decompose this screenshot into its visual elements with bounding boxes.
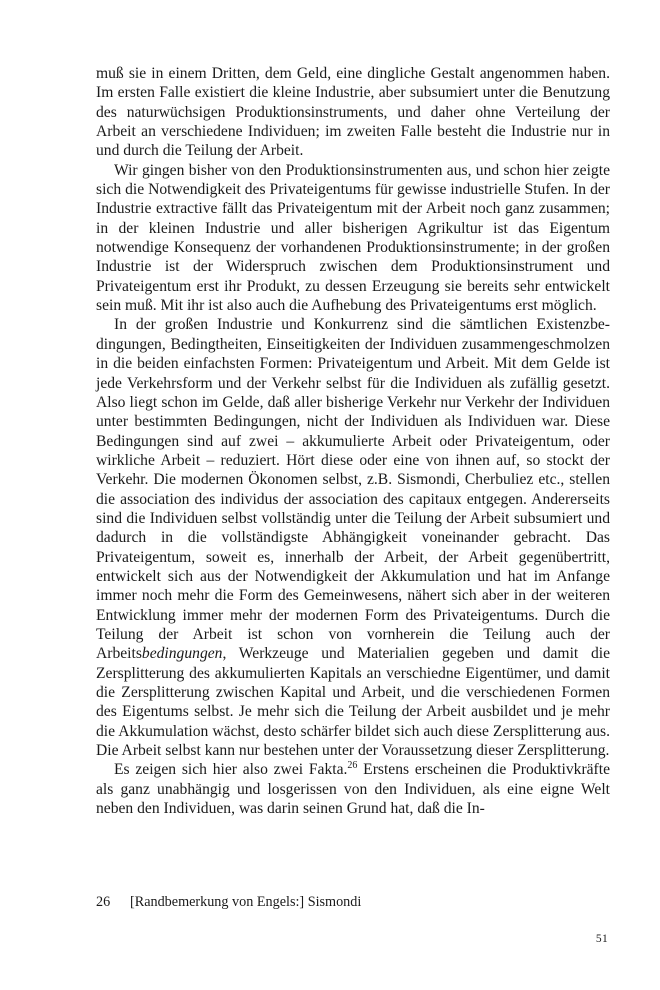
paragraph-2 bbox=[96, 161, 610, 316]
paragraph-1 bbox=[96, 64, 610, 161]
footnote-text: [Randbemerkung von Engels:] Sismondi bbox=[130, 894, 362, 910]
paragraph-4-text-after: Erstens erscheinen die Produktivkräfte als ganz unabhängig und losgerissen von den Individuen, als eine eigne Welt neben den Individuen, was darin seinen Grund hat, daß die In- bbox=[96, 761, 611, 818]
paragraph-1-text: muß sie in einem Dritten, dem Geld, eine dingliche Gestalt angenommen haben. Im ersten Falle existiert die kleine Industrie, aber subsumiert unter die Benutzung des naturwüchsigen Produktionsinstruments, und daher ohne Verteilung der Arbeit an verschiedene Individuen; im zweiten Falle besteht die Industrie nur in und durch die Teilung der Arbeit. bbox=[96, 65, 610, 160]
paragraph-2-text: Wir gingen bisher von den Produktionsinstrumenten aus, und schon hier zeigte sich die Notwendigkeit des Privateigentums für gewisse industrielle Stufen. In der Industrie extractive fällt das Privateigentum mit der Arbeit noch ganz zusammen; in der kleinen Industrie und aller bisherigen Agrikultur ist das Eigentum notwendige Konsequenz der vorhandenen Produktionsinstrumente; in der großen Industrie ist der Widerspruch zwischen dem Produktionsinstrument und Privateigentum erst ihr Produkt, zu dessen Erzeugung sie bereits sehr entwickelt sein muß. Mit ihr ist also auch die Aufhebung des Privateigentums erst möglich. bbox=[96, 161, 610, 315]
paragraph-3-text-after: , Werkzeuge und Materialien gegeben und damit die Zersplitterung des akkumulierten Kapitals an verschiedne Eigentümer, und damit die Zersplitterung zwischen Kapital und Arbeit, und die verschiedenen Formen des Eigentums selbst. Je mehr sich die Teilung der Arbeit ausbildet und je mehr die Akkumulation wächst, desto schärfer bildet sich auch diese Zersplitterung aus. Die Arbeit selbst kann nur bestehen unter der Voraussetzung dieser Zersplitterung. bbox=[96, 645, 610, 760]
paragraph-3-text: In der großen Industrie und Konkurrenz sind die sämtlichen Existenzbedingungen, Bedingtheiten, Einseitigkeiten der Individuen zusammengeschmolzen in die beiden einfachsten Formen: Privateigentum und Arbeit. Mit dem Gelde ist jede Verkehrsform und der Verkehr selbst für die Individuen als zufällig gesetzt. Also liegt schon im Gelde, daß aller bisherige Verkehr nur Verkehr der Individuen unter bestimmten Bedingungen, nicht der Individuen als Individuen war. Diese Bedingungen sind auf zwei – akkumulierte Arbeit oder Privateigentum, oder wirkliche Arbeit – reduziert. Hört diese oder eine von ihnen auf, so stockt der Verkehr. Die modernen Ökonomen selbst, z.B. Sismondi, Cherbuliez etc., stellen die association des individus der association des capitaux entgegen. Andererseits sind die Individuen selbst vollständig unter die Teilung der Arbeit subsumiert und dadurch in die vollständigste Abhängigkeit voneinander gebracht. Das Privateigentum, soweit es, innerhalb der Arbeit, der Arbeit gegenübertritt, entwickelt sich aus der Notwendigkeit der Akkumulation und hat im Anfange immer noch mehr die Form des Gemeinwesens, nähert sich aber in der weiteren Entwicklung immer mehr der modernen Form des Privateigentums. Durch die Teilung der Arbeit ist schon von vornherein die Teilung auch der Arbeits bbox=[96, 316, 610, 663]
paragraph-3 bbox=[96, 315, 610, 760]
paragraph-4 bbox=[96, 760, 610, 818]
page-number: 51 bbox=[595, 933, 608, 945]
footnote-reference[interactable]: 26 bbox=[347, 760, 358, 772]
paragraph-3-emphasis: bedingungen bbox=[141, 645, 223, 663]
footnote bbox=[96, 893, 610, 911]
paragraph-4-text: Es zeigen sich hier also zwei Fakta. bbox=[114, 761, 348, 779]
footnote-number: 26 bbox=[96, 894, 111, 910]
main-text bbox=[96, 64, 610, 818]
